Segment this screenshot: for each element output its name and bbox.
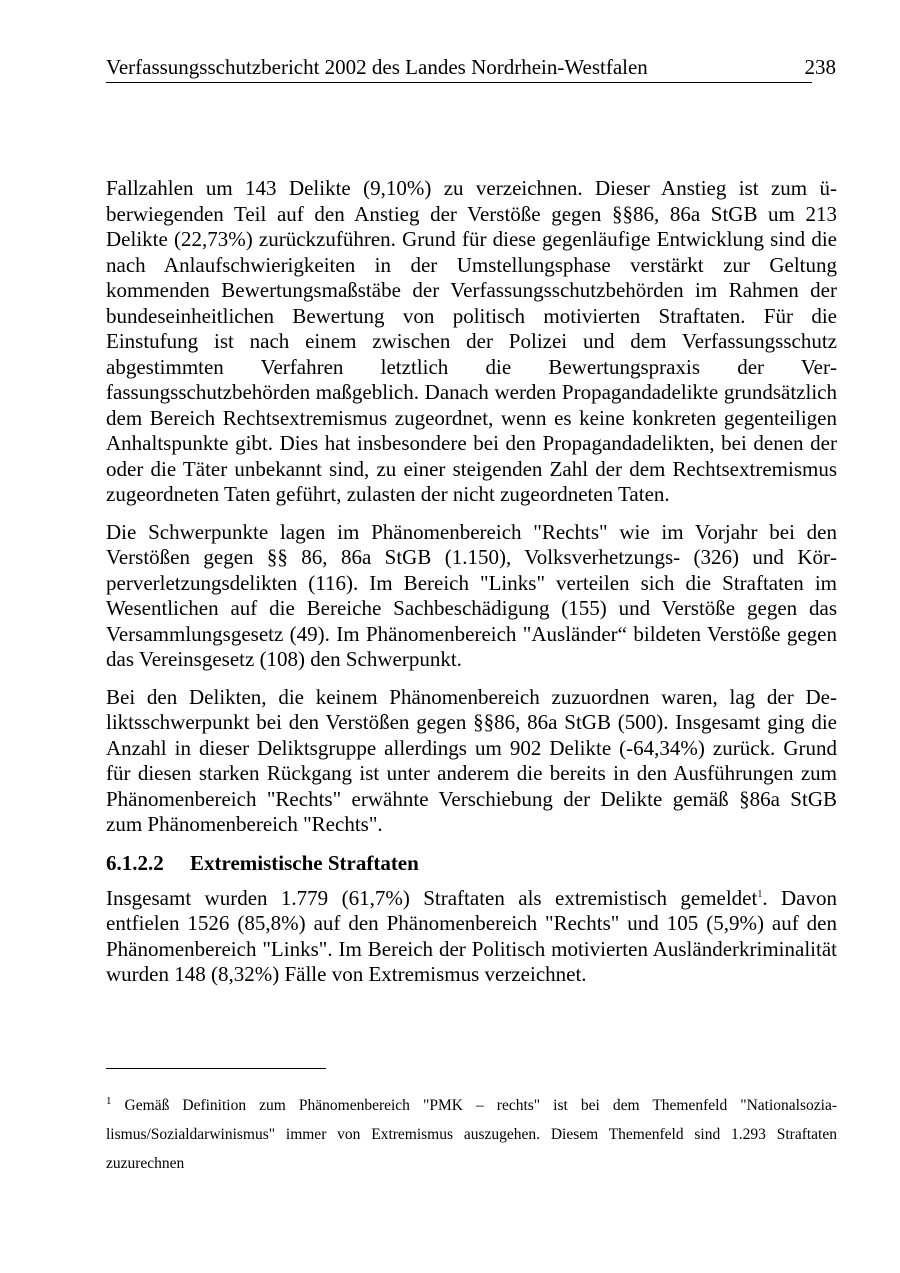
page-number: 238 [804, 55, 836, 79]
section-heading [106, 850, 837, 876]
body-text [106, 176, 837, 1000]
paragraph-1: Fallzahlen um 143 Delikte (9,10%) zu verzeichnen. Dieser Anstieg ist zum überwiegenden Teil auf den Anstieg der Verstöße gegen §§86, 86a StGB um 213 Delikte (22,73%) zurückzuführen. Grund für diese gegenläufige Entwicklung sind die nach Anlaufschwierigkeiten in der Umstellungsphase verstärkt zur Geltung kommenden Bewertungsmaßstäbe der Verfassungsschutzbehörden im Rahmen der bundeseinheitlichen Bewertung von politisch motivierten Straftaten. Für die Einstufung ist nach einem zwischen der Polizei und dem Verfassungsschutz abgestimmten Verfahren letztlich die Bewertungspraxis der Verfassungsschutzbehörden maßgeblich. Danach werden Propagandadelikte grundsätzlich dem Bereich Rechtsextremismus zugeordnet, wenn es keine konkreten gegenteiligen Anhaltspunkte gibt. Dies hat insbesondere bei den Propagandadelikten, bei denen der oder die Täter unbekannt sind, zu einer steigenden Zahl der dem Rechtsextremismus zugeordneten Taten geführt, zulasten der nicht zugeordneten Taten. [106, 176, 837, 506]
header-title: Verfassungsschutzbericht 2002 des Landes Nordrhein-Westfalen [106, 55, 648, 79]
paragraph-2: Die Schwerpunkte lagen im Phänomenbereich "Rechts" wie im Vorjahr bei den Verstößen gegen §§ 86, 86a StGB (1.150), Volksverhetzungs- (326) und Körperverletzungsdelikten (116). Im Bereich "Links" verteilen sich die Straftaten im Wesentlichen auf die Bereiche Sachbeschädigung (155) und Verstöße gegen das Versammlungsgesetz (49). Im Phänomenbereich "Ausländer“ bildeten Verstöße gegen das Vereinsgesetz (108) den Schwerpunkt. [106, 519, 837, 671]
footnote-separator [106, 1068, 326, 1069]
header-rule [106, 82, 812, 83]
section-paragraph-end: . Davon entfielen 1526 (85,8%) auf den Phänomenbereich "Rechts" und 105 (5,9%) auf den Phänomenbereich "Links". Im Bereich der Politisch motivierten Ausländerkriminalität wurden 148 (8,32%) Fälle von Extremismus verzeichnet. [106, 885, 837, 986]
footnote-text: Gemäß Definition zum Phänomenbereich "PMK – rechts" ist bei dem Themenfeld "Nationalsozialismus/Sozialdarwinismus" immer von Extremismus auszugehen. Diesem Themenfeld sind 1.293 Straftaten zuzurechnen [106, 1097, 837, 1172]
paragraph-3: Bei den Delikten, die keinem Phänomenbereich zuzuordnen waren, lag der Deliktsschwerpunkt bei den Verstößen gegen §§86, 86a StGB (500). Insgesamt ging die Anzahl in dieser Deliktsgruppe allerdings um 902 Delikte (-64,34%) zurück. Grund für diesen starken Rückgang ist unter anderem die bereits in den Ausführungen zum Phänomenbereich "Rechts" erwähnte Verschiebung der Delikte gemäß §86a StGB zum Phänomenbereich "Rechts". [106, 684, 837, 836]
running-header [106, 54, 836, 84]
footnote-marker: 1 [106, 1094, 112, 1107]
footnote-reference[interactable]: 1 [757, 888, 763, 900]
footnote [106, 1091, 837, 1178]
section-title: Extremistische Straftaten [190, 850, 419, 875]
section-number: 6.1.2.2 [106, 850, 164, 875]
section-paragraph [106, 886, 837, 988]
section-paragraph-start: Insgesamt wurden 1.779 (61,7%) Straftaten als extremistisch gemeldet [106, 885, 758, 910]
